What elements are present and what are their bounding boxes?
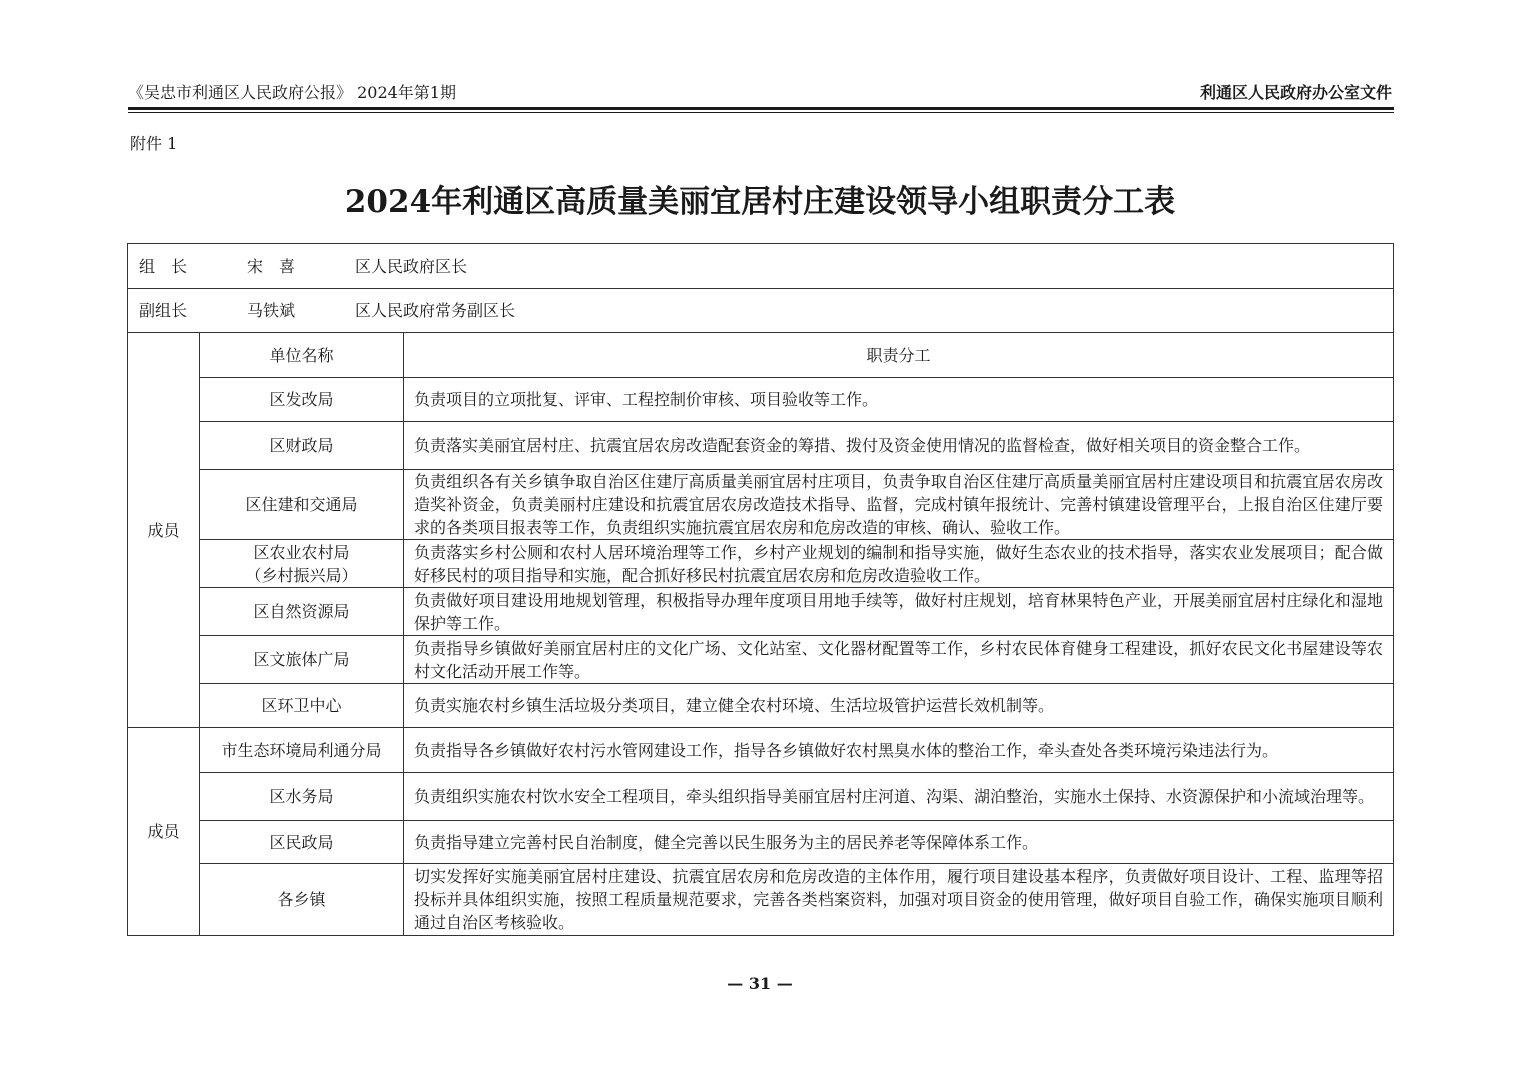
leader-position: 区人民政府常务副区长 [355, 301, 516, 320]
table-header-row [128, 333, 1394, 378]
table-row [128, 422, 1394, 470]
leader-role: 副组长 [139, 301, 188, 320]
table-row [128, 470, 1394, 540]
header-rule-thick [128, 107, 1394, 110]
table-row [128, 684, 1394, 728]
member-label: 成员 [128, 728, 200, 936]
unit-name: 区水务局 [200, 773, 404, 821]
unit-name: 区财政局 [200, 422, 404, 470]
unit-name: 区文旅体广局 [200, 636, 404, 684]
member-label: 成员 [128, 333, 200, 728]
unit-name: 区住建和交通局 [200, 470, 404, 540]
duty-text: 负责落实美丽宜居村庄、抗震宜居农房改造配套资金的筹措、拨付及资金使用情况的监督检查，做好相关项目的资金整合工作。 [404, 422, 1394, 470]
unit-name: 市生态环境局利通分局 [200, 728, 404, 773]
duty-text: 负责项目的立项批复、评审、工程控制价审核、项目验收等工作。 [404, 378, 1394, 422]
duty-text: 负责组织实施农村饮水安全工程项目，牵头组织指导美丽宜居村庄河道、沟渠、湖泊整治，实施水土保持、水资源保护和小流域治理等。 [404, 773, 1394, 821]
unit-name: 区发改局 [200, 378, 404, 422]
unit-name-line1: 区农业农村局 [253, 542, 350, 562]
header-rule-thin [128, 112, 1394, 113]
table-row [128, 864, 1394, 936]
deputy-leader-row [128, 289, 1394, 333]
duty-text: 负责指导建立完善村民自治制度，健全完善以民生服务为主的居民养老等保障体系工作。 [404, 821, 1394, 864]
page-title: 2024年利通区高质量美丽宜居村庄建设领导小组职责分工表 [344, 184, 1176, 220]
leader-role: 组 长 [139, 256, 188, 276]
duty-text: 切实发挥好实施美丽宜居村庄建设、抗震宜居农房和危房改造的主体作用，履行项目建设基本程序，负责做好项目设计、工程、监理等招投标并具体组织实施，按照工程质量规范要求，完善各类档案资料，加强对项目资金的使用管理，做好项目自验工作，确保实施项目顺利通过自治区考核验收。 [404, 864, 1394, 936]
duty-text: 负责指导各乡镇做好农村污水管网建设工作，指导各乡镇做好农村黑臭水体的整治工作，牵头查处各类环境污染违法行为。 [404, 728, 1394, 773]
leader-row [128, 244, 1394, 289]
duty-text: 负责做好项目建设用地规划管理，积极指导办理年度项目用地手续等，做好村庄规划，培育林果特色产业，开展美丽宜居村庄绿化和湿地保护等工作。 [404, 588, 1394, 636]
table-row [128, 378, 1394, 422]
leader-name: 宋 喜 [247, 256, 296, 276]
leader-position: 区人民政府区长 [355, 256, 468, 276]
table-row [128, 636, 1394, 684]
unit-name [200, 540, 404, 588]
unit-name: 区环卫中心 [200, 684, 404, 728]
header-office: 利通区人民政府办公室文件 [1199, 83, 1392, 102]
unit-name: 区自然资源局 [200, 588, 404, 636]
duty-text: 负责实施农村乡镇生活垃圾分类项目，建立健全农村环境、生活垃圾管护运营长效机制等。 [404, 684, 1394, 728]
table-row [128, 540, 1394, 588]
duty-text: 负责指导乡镇做好美丽宜居村庄的文化广场、文化站室、文化器材配置等工作，乡村农民体育健身工程建设，抓好农民文化书屋建设等农村文化活动开展工作等。 [404, 636, 1394, 684]
page-number: — 31 — [727, 974, 793, 993]
header-publication: 《吴忠市利通区人民政府公报》 2024年第1期 [128, 83, 456, 102]
table-row [128, 728, 1394, 773]
attachment-label: 附件 1 [130, 134, 178, 153]
header-duty: 职责分工 [404, 333, 1394, 378]
header-unit: 单位名称 [200, 333, 404, 378]
leader-name: 马铁斌 [247, 301, 296, 320]
unit-name: 各乡镇 [200, 864, 404, 936]
table-row [128, 821, 1394, 864]
duty-text: 负责组织各有关乡镇争取自治区住建厅高质量美丽宜居村庄项目，负责争取自治区住建厅高质量美丽宜居村庄建设项目和抗震宜居农房改造奖补资金，负责美丽村庄建设和抗震宜居农房改造技术指导、监督，完成村镇年报统计、完善村镇建设管理平台，上报自治区住建厅要求的各类项目报表等工作，负责组织实施抗震宜居农房和危房改造的审核、确认、验收工作。 [404, 470, 1394, 540]
unit-name: 区民政局 [200, 821, 404, 864]
duty-table [127, 243, 1394, 936]
table-row [128, 773, 1394, 821]
duty-text: 负责落实乡村公厕和农村人居环境治理等工作，乡村产业规划的编制和指导实施，做好生态农业的技术指导，落实农业发展项目；配合做好移民村的项目指导和实施，配合抓好移民村抗震宜居农房和危房改造验收工作。 [404, 540, 1394, 588]
unit-name-line2: （乡村振兴局） [245, 565, 358, 585]
table-row [128, 588, 1394, 636]
